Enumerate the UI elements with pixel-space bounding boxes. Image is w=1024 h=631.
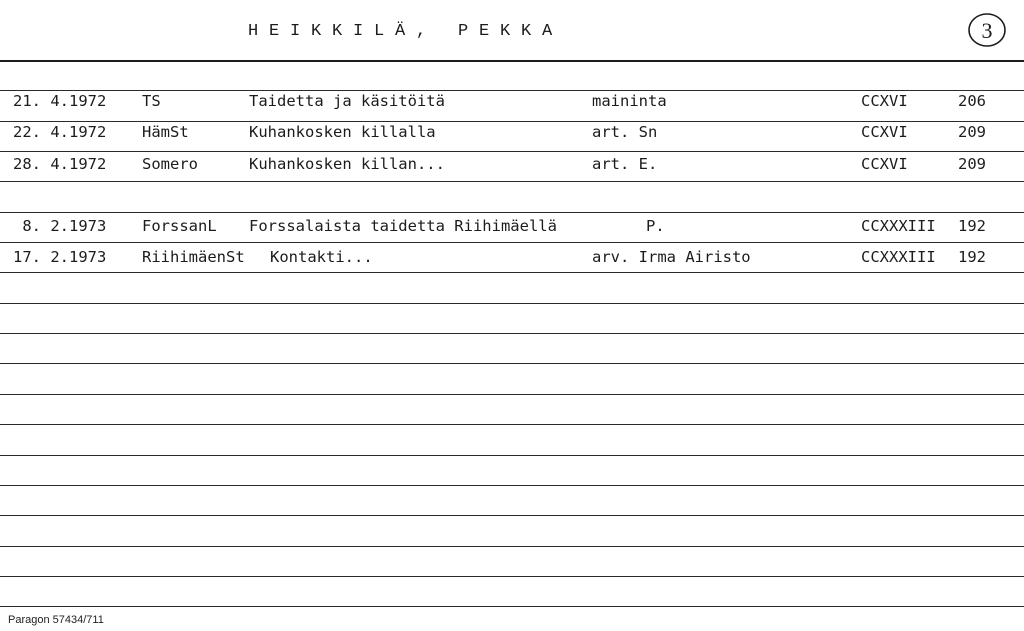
print-code: Paragon 57434/711	[8, 614, 104, 626]
ruled-line	[0, 394, 1024, 395]
entry-page: 209	[958, 155, 986, 173]
entry-title: Forssalaista taidetta Riihimäellä	[249, 217, 557, 235]
entry-source: HämSt	[142, 123, 189, 141]
ruled-line	[0, 181, 1024, 182]
entry-source: ForssanL	[142, 217, 217, 235]
entry-page: 206	[958, 92, 986, 110]
entry-source: RiihimäenSt	[142, 248, 245, 266]
entry-date: 8. 2.1973	[13, 217, 107, 235]
ruled-line	[0, 606, 1024, 607]
entry-row	[0, 120, 1024, 144]
entry-row	[0, 89, 1024, 113]
ruled-line	[0, 303, 1024, 304]
entry-volume: CCXXXIII	[861, 217, 936, 235]
entry-title: Taidetta ja käsitöitä	[249, 92, 445, 110]
ruled-line	[0, 485, 1024, 486]
entry-type: maininta	[592, 92, 667, 110]
entry-volume: CCXXXIII	[861, 248, 936, 266]
entry-row	[0, 152, 1024, 176]
entry-page: 192	[958, 248, 986, 266]
ruled-line	[0, 242, 1024, 243]
entry-type: arv. Irma Airisto	[592, 248, 751, 266]
entry-title: Kuhankosken killalla	[249, 123, 436, 141]
entry-volume: CCXVI	[861, 155, 908, 173]
ruled-line	[0, 455, 1024, 456]
ruled-line	[0, 212, 1024, 213]
entry-source: TS	[142, 92, 161, 110]
ruled-line	[0, 576, 1024, 577]
ruled-line	[0, 424, 1024, 425]
ruled-line	[0, 333, 1024, 334]
ruled-line	[0, 546, 1024, 547]
entry-title: Kuhankosken killan...	[249, 155, 445, 173]
entry-type: P.	[646, 217, 665, 235]
card-number: 3	[981, 18, 993, 43]
card-number-circle	[966, 10, 1008, 50]
entry-date: 28. 4.1972	[13, 155, 107, 173]
entry-page: 192	[958, 217, 986, 235]
ruled-line	[0, 363, 1024, 364]
entry-volume: CCXVI	[861, 92, 908, 110]
entry-source: Somero	[142, 155, 198, 173]
entry-type: art. Sn	[592, 123, 658, 141]
entry-row	[0, 214, 1024, 238]
entry-date: 22. 4.1972	[13, 123, 107, 141]
entry-title: Kontakti...	[270, 248, 373, 266]
ruled-line	[0, 515, 1024, 516]
header-rule	[0, 60, 1024, 62]
entry-volume: CCXVI	[861, 123, 908, 141]
entry-page: 209	[958, 123, 986, 141]
entry-row	[0, 245, 1024, 269]
entry-date: 21. 4.1972	[13, 92, 107, 110]
ruled-line	[0, 272, 1024, 273]
card-title: H E I K K I L Ä , P E K K A	[248, 22, 553, 41]
entry-type: art. E.	[592, 155, 658, 173]
entry-date: 17. 2.1973	[13, 248, 107, 266]
